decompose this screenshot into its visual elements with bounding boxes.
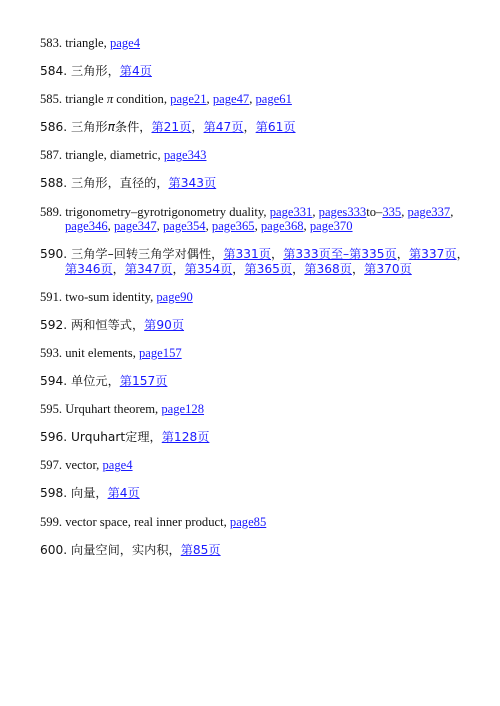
page-link[interactable]: page331 bbox=[269, 204, 313, 219]
entry-term: vector space, real inner product, bbox=[65, 514, 230, 529]
index-entry bbox=[40, 290, 470, 305]
link-separator: , bbox=[303, 219, 310, 234]
page-link[interactable]: page4 bbox=[109, 36, 141, 50]
link-separator: , bbox=[249, 92, 256, 107]
entry-number: 595. bbox=[40, 402, 66, 417]
link-separator: ， bbox=[456, 247, 469, 262]
entry-term: Urquhart theorem, bbox=[65, 402, 162, 417]
entry-term: vector, bbox=[65, 458, 103, 473]
link-separator: , bbox=[205, 219, 212, 234]
entry-number: 598. bbox=[40, 486, 72, 501]
entry-term: 三角形，直径的， bbox=[71, 176, 169, 191]
page-link[interactable]: page128 bbox=[161, 402, 205, 417]
index-entry bbox=[40, 318, 470, 333]
index-entry bbox=[40, 247, 470, 276]
link-separator: ， bbox=[271, 247, 284, 262]
page-link[interactable]: 第331页 bbox=[223, 247, 271, 262]
page-link[interactable]: 第368页 bbox=[304, 261, 352, 276]
link-separator: to– bbox=[366, 204, 383, 219]
entry-term: triangle, bbox=[65, 36, 110, 50]
entry-number: 587. bbox=[40, 148, 66, 163]
entry-number: 596. bbox=[40, 430, 72, 445]
entry-term: two-sum identity, bbox=[65, 289, 157, 304]
entry-number: 591. bbox=[40, 289, 66, 304]
entry-number: 586. bbox=[40, 120, 72, 135]
pi-symbol: π bbox=[106, 92, 114, 107]
index-entry bbox=[40, 92, 470, 107]
page-link[interactable]: 第4页 bbox=[119, 64, 152, 79]
page-link[interactable]: 第346页 bbox=[65, 261, 113, 276]
link-separator: , bbox=[254, 219, 261, 234]
page-link[interactable]: 第47页 bbox=[203, 120, 244, 135]
index-entry bbox=[40, 120, 470, 135]
entry-term-suffix: 条件， bbox=[114, 120, 152, 135]
entry-number: 592. bbox=[40, 317, 72, 332]
link-separator: , bbox=[450, 204, 454, 219]
index-entry bbox=[40, 515, 470, 530]
page-link[interactable]: page337 bbox=[407, 204, 451, 219]
index-entry bbox=[40, 374, 470, 389]
page-link[interactable]: 第333页至–第335页 bbox=[283, 247, 397, 262]
page-link[interactable]: page61 bbox=[255, 92, 292, 107]
index-entry bbox=[40, 543, 470, 558]
page-link[interactable]: page47 bbox=[212, 92, 250, 107]
index-entry bbox=[40, 486, 470, 501]
page-link[interactable]: 第370页 bbox=[364, 261, 412, 276]
page-link[interactable]: page347 bbox=[113, 219, 157, 234]
entry-term: triangle, diametric, bbox=[65, 148, 164, 163]
page-link[interactable]: page354 bbox=[162, 219, 206, 234]
page-link[interactable]: 第85页 bbox=[180, 542, 221, 557]
page-link[interactable]: 第61页 bbox=[255, 120, 296, 135]
entry-term: 三角形 bbox=[71, 120, 108, 135]
link-separator: , bbox=[401, 204, 408, 219]
entry-term: 向量， bbox=[71, 486, 108, 501]
link-separator: , bbox=[107, 219, 114, 234]
link-separator: ， bbox=[232, 261, 245, 276]
entry-number: 590. bbox=[40, 247, 72, 262]
page-link[interactable]: 335 bbox=[382, 204, 402, 219]
page-link[interactable]: 第21页 bbox=[151, 120, 192, 135]
page-link[interactable]: 第354页 bbox=[184, 261, 233, 276]
index-list bbox=[40, 36, 470, 557]
page-link[interactable]: page85 bbox=[229, 514, 267, 529]
page-link[interactable]: 第90页 bbox=[144, 317, 185, 332]
page-link[interactable]: 第365页 bbox=[244, 261, 293, 276]
entry-term: triangle bbox=[65, 92, 107, 107]
entry-number: 600. bbox=[40, 542, 72, 557]
page-link[interactable]: 第4页 bbox=[107, 486, 140, 501]
index-entry bbox=[40, 430, 470, 445]
page-link[interactable]: pages333 bbox=[318, 204, 367, 219]
link-separator: ， bbox=[243, 120, 256, 135]
page-link[interactable]: page343 bbox=[163, 148, 207, 163]
page-link[interactable]: page368 bbox=[260, 219, 304, 234]
page-link[interactable]: page4 bbox=[102, 458, 133, 473]
entry-number: 594. bbox=[40, 374, 72, 389]
page-link[interactable]: 第157页 bbox=[119, 374, 168, 389]
entry-term: 两和恒等式， bbox=[71, 317, 145, 332]
entry-number: 588. bbox=[40, 176, 72, 191]
index-entry bbox=[40, 36, 470, 51]
index-entry bbox=[40, 64, 470, 79]
link-separator: ， bbox=[112, 261, 125, 276]
page-link[interactable]: page21 bbox=[170, 92, 207, 107]
entry-term: 三角形， bbox=[71, 64, 120, 79]
index-entry bbox=[40, 176, 470, 191]
index-entry bbox=[40, 458, 470, 473]
link-separator: , bbox=[312, 204, 319, 219]
entry-term-suffix: condition, bbox=[113, 92, 171, 107]
entry-number: 589. bbox=[40, 204, 66, 219]
link-separator: ， bbox=[292, 261, 305, 276]
page-link[interactable]: 第128页 bbox=[161, 430, 210, 445]
entry-number: 585. bbox=[40, 92, 66, 107]
entry-number: 599. bbox=[40, 514, 66, 529]
entry-term: 向量空间，实内积， bbox=[71, 542, 181, 557]
page-link[interactable]: 第343页 bbox=[168, 176, 217, 191]
page-link[interactable]: page346 bbox=[65, 219, 108, 234]
entry-number: 584. bbox=[40, 64, 72, 79]
page-link[interactable]: 第347页 bbox=[124, 261, 173, 276]
page-link[interactable]: page365 bbox=[211, 219, 255, 234]
page-link[interactable]: page157 bbox=[139, 345, 182, 360]
entry-number: 593. bbox=[40, 345, 66, 360]
page-link[interactable]: page370 bbox=[309, 219, 353, 234]
index-entry bbox=[40, 346, 470, 361]
link-separator: ， bbox=[191, 120, 204, 135]
pi-symbol: π bbox=[107, 120, 115, 135]
index-entry bbox=[40, 402, 470, 417]
entry-term: unit elements, bbox=[65, 345, 139, 360]
entry-term: trigonometry–gyrotrigonometry duality, bbox=[65, 204, 270, 219]
entry-number: 583. bbox=[40, 36, 66, 50]
index-entry bbox=[40, 148, 470, 163]
page-link[interactable]: 第337页 bbox=[408, 247, 457, 262]
page-link[interactable]: page90 bbox=[156, 289, 193, 304]
link-separator: , bbox=[156, 219, 163, 234]
index-entry bbox=[40, 205, 470, 234]
link-separator: , bbox=[206, 92, 213, 107]
entry-term: 三角学–回转三角学对偶性， bbox=[71, 247, 224, 262]
link-separator: ， bbox=[172, 261, 185, 276]
link-separator: ， bbox=[351, 261, 365, 276]
link-separator: ， bbox=[396, 247, 409, 262]
entry-term: 单位元， bbox=[71, 374, 120, 389]
entry-number: 597. bbox=[40, 458, 66, 473]
entry-term: Urquhart定理， bbox=[71, 430, 162, 445]
